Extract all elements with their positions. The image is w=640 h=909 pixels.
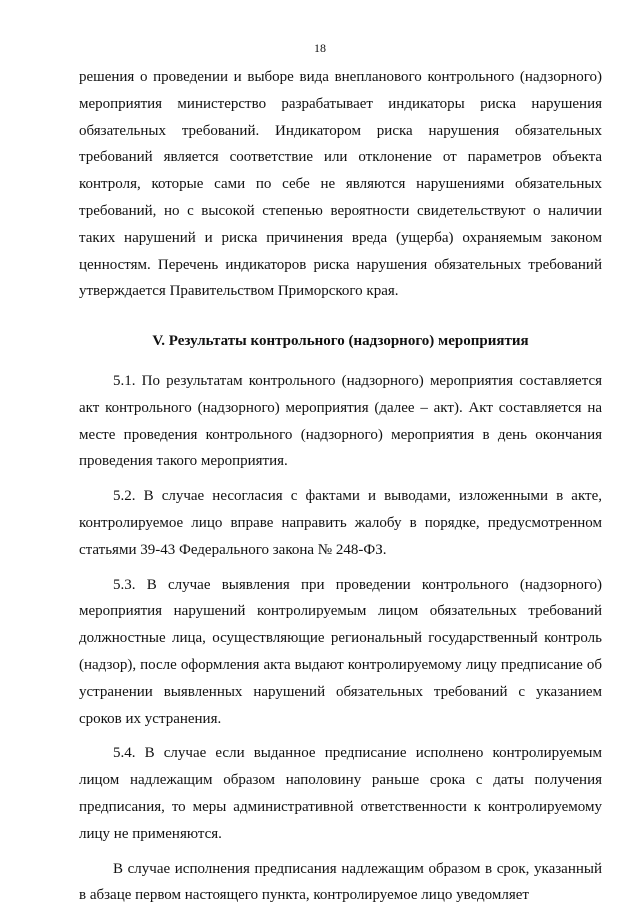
section-heading: V. Результаты контрольного (надзорного) мероприятия	[152, 333, 529, 350]
page-number: 18	[314, 41, 326, 55]
paragraph-gap	[79, 848, 602, 856]
document-body	[79, 64, 602, 909]
paragraph-5-2: 5.2. В случае несогласия с фактами и выводами, изложенными в акте, контролируемое лицо вправе направить жалобу в порядке, предусмотренном статьями 39-43 Федерального закона № 248-ФЗ.	[79, 488, 602, 558]
paragraph-gap	[79, 732, 602, 740]
paragraph-gap	[79, 475, 602, 483]
paragraph-gap	[79, 564, 602, 572]
paragraph-5-1: 5.1. По результатам контрольного (надзорного) мероприятия составляется акт контрольного (надзорного) мероприятия (далее – акт). Акт составляется на месте проведения контрольного (надзорного) мероприятия в день окончания проведения такого мероприятия.	[79, 372, 602, 470]
paragraph-5-4: 5.4. В случае если выданное предписание исполнено контролируемым лицом надлежащим образом наполовину раньше срока с даты получения предписания, то меры административной ответственности к контролируемому лицу не применяются.	[79, 745, 602, 842]
paragraph-5-4-continued: В случае исполнения предписания надлежащим образом в срок, указанный в абзаце первом настоящего пункта, контролируемое лицо уведомляет	[79, 860, 602, 904]
paragraph-5-3: 5.3. В случае выявления при проведении контрольного (надзорного) мероприятия нарушений контролируемым лицом обязательных требований должностные лица, осуществляющие региональный государственный контроль (надзор), после оформления акта выдают контролируемому лицу предписание об устранении выявленных нарушений обязательных требований с указанием сроков их устранения.	[79, 576, 602, 727]
paragraph-intro: решения о проведении и выборе вида внепланового контрольного (надзорного) мероприятия министерство разрабатывает индикаторы риска нарушения обязательных требований. Индикатором риска нарушения обязательных требований является соответствие или отклонение от параметров объекта контроля, которые сами по себе не являются нарушениями обязательных требований, но с высокой степенью вероятности свидетельствуют о наличии таких нарушений и риска причинения вреда (ущерба) охраняемым законом ценностям. Перечень индикаторов риска нарушения обязательных требований утверждается Правительством Приморского края.	[79, 69, 602, 300]
